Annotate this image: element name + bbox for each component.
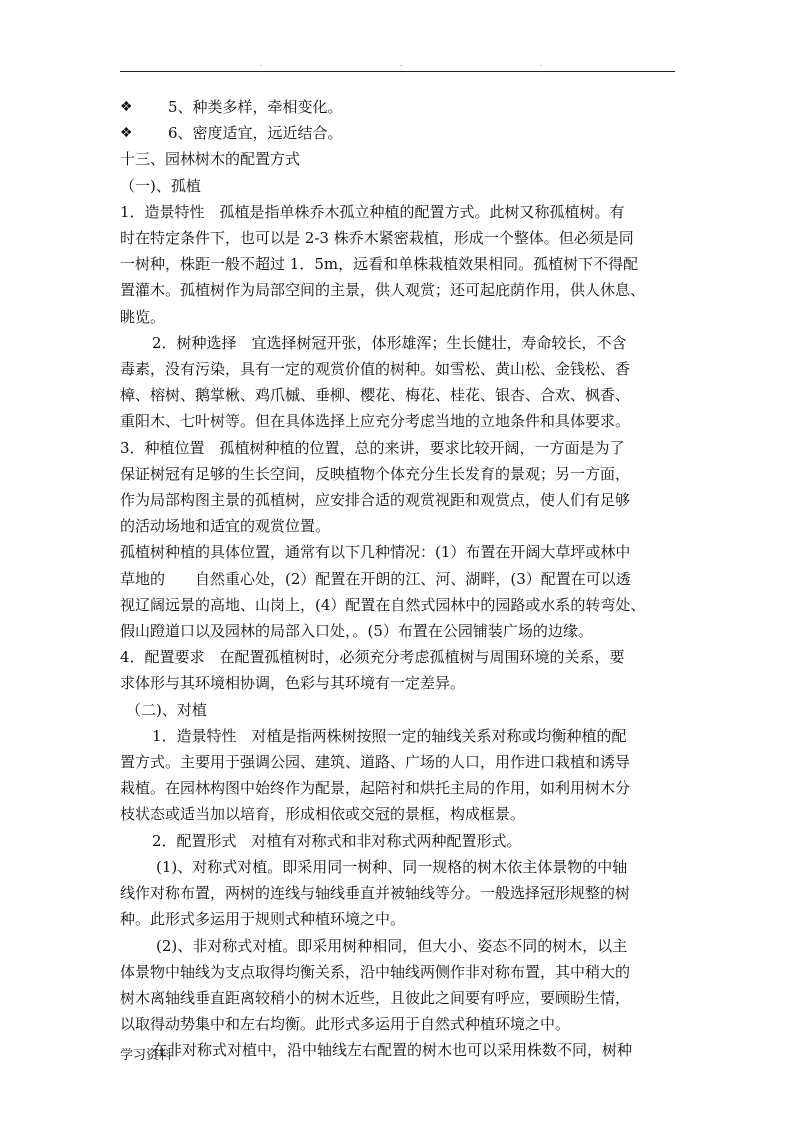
- header-dot: .: [540, 60, 543, 68]
- text-line: 眺览。: [120, 307, 166, 326]
- header-dots: [120, 60, 675, 70]
- text-line: 一树种，株距一般不超过 1．5m，远看和单株栽植效果相同。孤植树下不得配: [120, 255, 639, 274]
- text-line: 体景物中轴线为支点取得均衡关系，沿中轴线两侧作非对称布置，其中稍大的: [120, 962, 631, 981]
- text-line: 以取得动势集中和左右均衡。此形式多运用于自然式种植环境之中。: [120, 1015, 571, 1034]
- text-line: 重阳木、七叶树等。但在具体选择上应充分考虑当地的立地条件和具体要求。: [120, 412, 631, 431]
- text-line: 时在特定条件下，也可以是 2-3 株乔木紧密栽植，形成一个整体。但必须是同: [120, 229, 634, 248]
- text-line: 1．造景特性 孤植是指单株乔木孤立种植的配置方式。此树又称孤植树。有: [120, 202, 625, 221]
- text-line: 栽植。在园林构图中始终作为配景，起陪衬和烘托主局的作用，如利用树木分: [120, 779, 631, 798]
- text-line: 枝状态或适当加以培育，形成相依或交冠的景框，构成框景。: [120, 805, 526, 824]
- text-line: 置方式。主要用于强调公园、建筑、道路、广场的人口，用作进口栽植和诱导: [120, 753, 631, 772]
- text-line: 十三、园林树木的配置方式: [120, 150, 301, 169]
- bullet-text: 5、种类多样，牵相变化。: [168, 98, 343, 116]
- footer-label: 学习资料: [120, 1048, 173, 1063]
- text-line: 4．配置要求 在配置孤植树时，必须充分考虑孤植树与周围环境的关系，要: [120, 648, 625, 667]
- text-line: 3．种植位置 孤植树种植的位置，总的来讲，要求比较开阔，一方面是为了: [120, 438, 625, 457]
- header-dot: .: [400, 60, 403, 68]
- bullet-text: 6、密度适宜，远近结合。: [168, 124, 343, 143]
- text-line: 求体形与其环境相协调，色彩与其环境有一定差异。: [120, 674, 466, 693]
- text-line: 保证树冠有足够的生长空间，反映植物个体充分生长发育的景观；另一方面，: [120, 464, 631, 483]
- text-line: 视辽阔远景的高地、山岗上，(4）配置在自然式园林中的园路或水系的转弯处、: [120, 595, 646, 614]
- text-line: （一)、孤植: [120, 176, 201, 195]
- text-line: 毒素，没有污染，具有一定的观赏价值的树种。如雪松、黄山松、金钱松、香: [120, 360, 631, 379]
- text-line: 樟、榕树、鹅掌楸、鸡爪槭、垂柳、樱花、梅花、桂花、银杏、合欢、枫香、: [120, 386, 631, 405]
- text-line: 2．配置形式 对植有对称式和非对称式两种配置形式。: [152, 831, 522, 850]
- paragraph-lines: [120, 146, 680, 1063]
- text-line: 草地的 自然重心处，(2）配置在开朗的江、河、湖畔，(3）配置在可以透: [120, 569, 631, 588]
- text-line: (2)、非对称式对植。即采用树种相同，但大小、姿态不同的树木，以主: [156, 936, 628, 955]
- text-line: （二)、对植: [126, 700, 207, 719]
- text-line: 线作对称布置，两树的连线与轴线垂直并被轴线等分。一般选择冠形规整的树: [120, 884, 631, 903]
- bullet-item: [120, 94, 680, 120]
- text-line: 在非对称式对植中，沿中轴线左右配置的树木也可以采用株数不同，树种: [152, 1041, 633, 1060]
- text-line: 孤植树种植的具体位置，通常有以下几种情况：(1）布置在开阔大草坪或林中: [120, 543, 631, 562]
- header-dot: .: [260, 60, 263, 68]
- text-line: 树木离轴线垂直距离较稍小的树木近些，且彼此之间要有呼应，要顾盼生情，: [120, 988, 631, 1007]
- text-line: 作为局部构图主景的孤植树，应安排合适的观赏视距和观赏点，使人们有足够: [120, 491, 631, 510]
- text-line: 2．树种选择 宜选择树冠开张，体形雄浑；生长健壮，寿命较长，不含: [152, 333, 627, 352]
- bullet-item: [120, 120, 680, 146]
- text-line: 假山蹬道口以及园林的局部入口处，。(5）布置在公园铺装广场的边缘。: [120, 622, 593, 641]
- document-body: [120, 94, 680, 1064]
- text-line: 置灌木。孤植树作为局部空间的主景，供人观赏；还可起庇荫作用，供人休息、: [120, 281, 646, 300]
- diamond-bullet-icon: ❖: [120, 125, 133, 142]
- text-line: 1．造景特性 对植是指两株树按照一定的轴线关系对称或均衡种植的配: [152, 726, 627, 745]
- header-rule: [120, 71, 675, 72]
- text-line: 种。此形式多运用于规则式种植环境之中。: [120, 910, 406, 929]
- text-line: 的活动场地和适宜的观赏位置。: [120, 517, 331, 536]
- text-line: (1)、对称式对植。即采用同一树种、同一规格的树木依主体景物的中轴: [156, 857, 628, 876]
- diamond-bullet-icon: ❖: [120, 99, 133, 115]
